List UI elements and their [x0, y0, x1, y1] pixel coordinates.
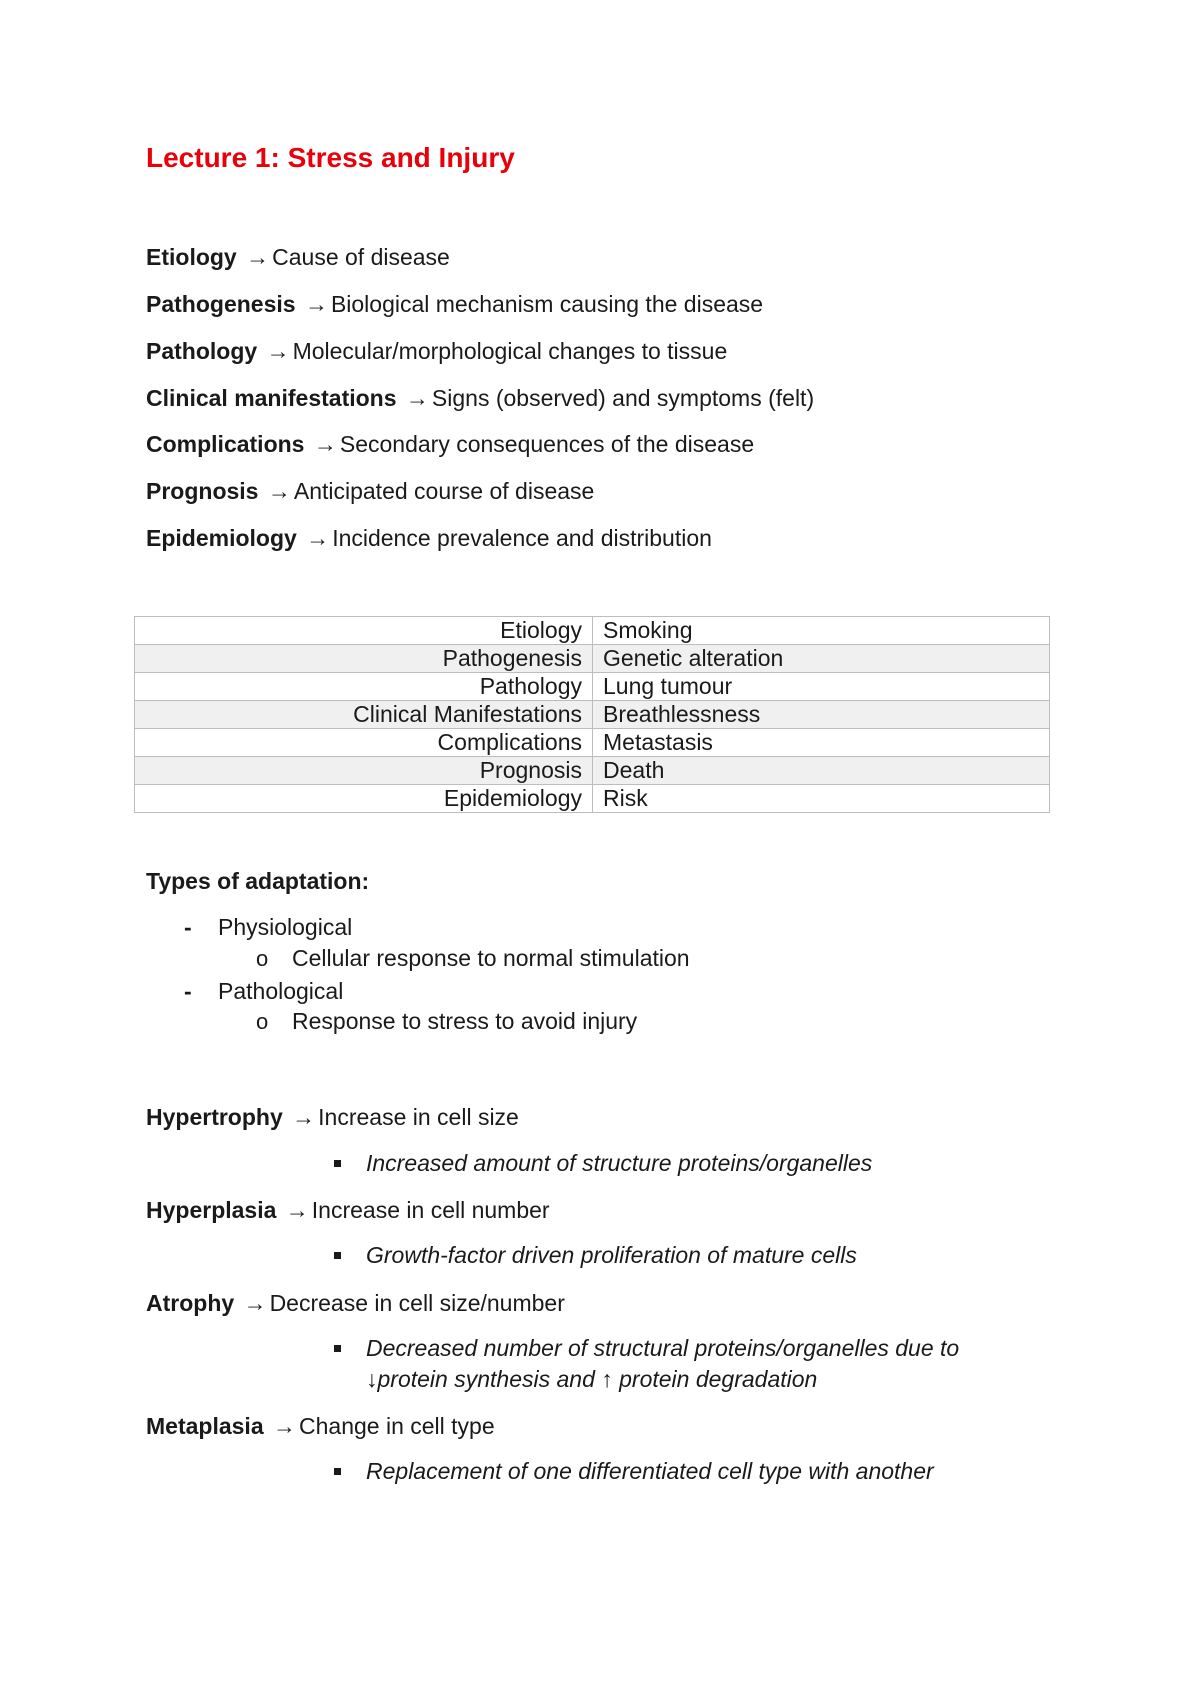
definition-etiology	[146, 244, 450, 271]
table-value-cell: Death	[593, 757, 1050, 785]
table-value-cell: Genetic alteration	[593, 645, 1050, 673]
arrow: →	[405, 385, 429, 411]
circle-bullet-marker: o	[256, 946, 269, 971]
page-title: Lecture 1: Stress and Injury	[146, 142, 515, 173]
example-table	[134, 616, 1050, 813]
detail-text: Decreased number of structural proteins/organelles due to	[366, 1335, 960, 1361]
detail-text: Growth-factor driven proliferation of mature cells	[366, 1242, 857, 1268]
detail-text: Increased amount of structure proteins/organelles	[366, 1150, 873, 1176]
arrow: →	[306, 525, 330, 551]
table-row	[135, 701, 1050, 729]
definition-term: Complications	[146, 431, 305, 457]
definition-term: Epidemiology	[146, 525, 297, 551]
section-heading: Types of adaptation:	[146, 868, 370, 894]
table-value-cell: Lung tumour	[593, 673, 1050, 701]
square-bullet-icon	[334, 1252, 341, 1259]
definition-text: Change in cell type	[299, 1413, 495, 1439]
table-row	[135, 757, 1050, 785]
dash-bullet-marker: -	[184, 914, 192, 940]
definition-text: Decrease in cell size/number	[269, 1290, 565, 1316]
definition-text: Molecular/morphological changes to tissue	[292, 338, 728, 364]
definition-pathology	[146, 338, 727, 365]
table-key-cell: Pathogenesis	[135, 645, 593, 673]
definition-term: Clinical manifestations	[146, 385, 397, 411]
square-bullet-icon	[334, 1345, 341, 1352]
definition-term: Metaplasia	[146, 1413, 264, 1439]
definition-term: Atrophy	[146, 1290, 235, 1316]
definition-text: Cause of disease	[272, 244, 450, 270]
list-item: Physiological	[218, 914, 353, 940]
arrow: →	[243, 1290, 267, 1316]
table-value-cell: Breathlessness	[593, 701, 1050, 729]
arrow: →	[285, 1197, 309, 1223]
dash-bullet-marker: -	[184, 978, 192, 1004]
table-row	[135, 729, 1050, 757]
table-key-cell: Prognosis	[135, 757, 593, 785]
table-row	[135, 645, 1050, 673]
arrow: →	[304, 291, 328, 317]
definition-text: Increase in cell size	[318, 1104, 519, 1130]
table-value-cell: Risk	[593, 785, 1050, 813]
arrow: →	[266, 338, 290, 364]
definition-term: Pathology	[146, 338, 258, 364]
definition-text: Secondary consequences of the disease	[339, 431, 755, 457]
table-key-cell: Pathology	[135, 673, 593, 701]
detail-text: Replacement of one differentiated cell type with another	[366, 1458, 934, 1484]
definition-term: Etiology	[146, 244, 237, 270]
square-bullet-icon	[334, 1468, 341, 1475]
table-key-cell: Complications	[135, 729, 593, 757]
definition-pathogenesis	[146, 291, 763, 318]
definition-epidemiology	[146, 525, 712, 552]
definition-term: Prognosis	[146, 478, 259, 504]
list-item: Pathological	[218, 978, 344, 1004]
arrow: →	[267, 478, 291, 504]
definition-text: Incidence prevalence and distribution	[332, 525, 712, 551]
square-bullet-icon	[334, 1160, 341, 1167]
definition-text: Biological mechanism causing the disease	[330, 291, 764, 317]
arrow: →	[292, 1104, 316, 1130]
table-value-cell: Metastasis	[593, 729, 1050, 757]
circle-bullet-marker: o	[256, 1009, 269, 1034]
definition-complications	[146, 431, 754, 458]
table-key-cell: Epidemiology	[135, 785, 593, 813]
arrow: →	[313, 431, 337, 457]
detail-text-continued: ↓protein synthesis and ↑ protein degradation	[366, 1366, 818, 1392]
table-row	[135, 617, 1050, 645]
table-key-cell: Etiology	[135, 617, 593, 645]
table-row	[135, 673, 1050, 701]
definition-prognosis	[146, 478, 594, 505]
definition-hyperplasia	[146, 1197, 550, 1224]
sub-list-item: Cellular response to normal stimulation	[292, 945, 690, 971]
sub-list-item: Response to stress to avoid injury	[292, 1008, 638, 1034]
definition-clinical-manifestations	[146, 385, 814, 412]
definition-metaplasia	[146, 1413, 495, 1440]
definition-hypertrophy	[146, 1104, 519, 1131]
definition-term: Pathogenesis	[146, 291, 296, 317]
table-row	[135, 785, 1050, 813]
definition-atrophy	[146, 1290, 565, 1317]
table-value-cell: Smoking	[593, 617, 1050, 645]
definition-term: Hyperplasia	[146, 1197, 277, 1223]
table-key-cell: Clinical Manifestations	[135, 701, 593, 729]
definition-term: Hypertrophy	[146, 1104, 283, 1130]
definition-text: Signs (observed) and symptoms (felt)	[431, 385, 815, 411]
arrow: →	[246, 244, 270, 270]
definition-text: Increase in cell number	[311, 1197, 550, 1223]
arrow: →	[273, 1413, 296, 1439]
definition-text: Anticipated course of disease	[293, 478, 595, 504]
